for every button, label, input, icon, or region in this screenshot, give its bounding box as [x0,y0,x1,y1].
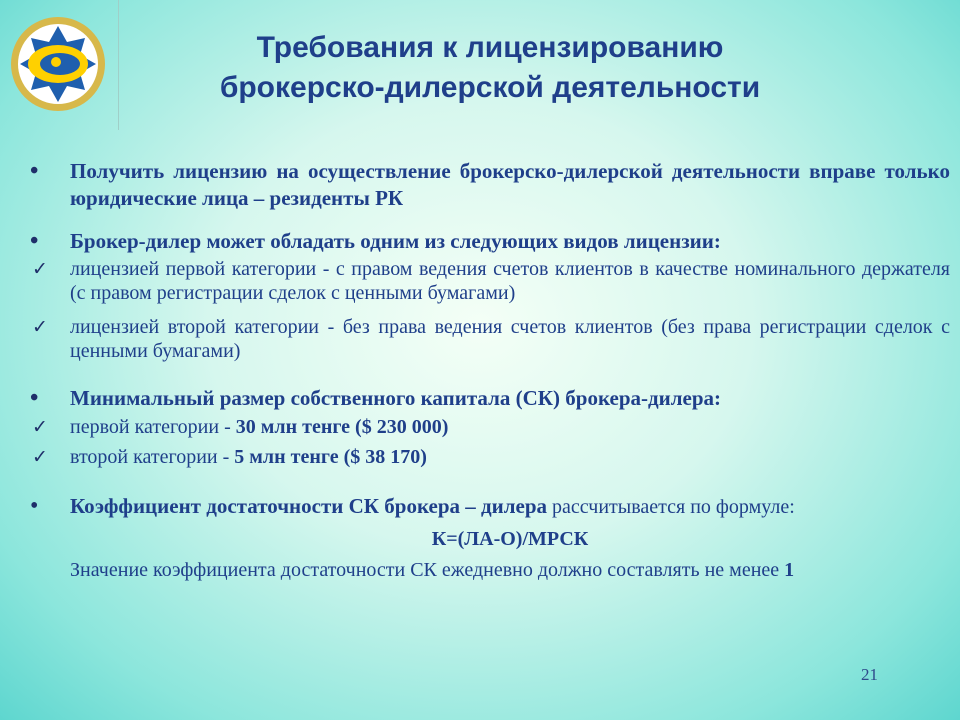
slide-title [150,28,830,108]
checkmark-icon: ✓ [32,258,48,280]
bullet-adequacy-ratio [30,493,950,522]
bullet-icon: • [30,385,39,411]
capital-first-category [30,415,950,439]
bullet-icon: • [30,158,39,184]
title-line-2: брокерско-дилерской деятельности [219,71,761,104]
capital-second-category [30,445,950,469]
list-item-text: лицензией первой категории - с правом ведения счетов клиентов в качестве номинального держателя (с правом регистрации сделок с ценными бумагами) [70,258,950,304]
formula: К=(ЛА-О)/МРСК [431,528,589,550]
bullet-text: Брокер-дилер может обладать одним из следующих видов лицензии: [70,229,721,253]
note-value: 1 [784,559,795,581]
capital-label: первой категории - [70,416,236,438]
capital-label: второй категории - [70,446,235,468]
bullet-min-capital [30,385,950,412]
bullet-license-types [30,228,950,255]
license-type-first [30,257,950,305]
ratio-description: рассчитывается по формуле: [547,496,795,518]
note-text: Значение коэффициента достаточности СК ежедневно должно составлять не менее [70,559,785,581]
slide-content [30,158,950,582]
title-line-1: Требования к лицензированию [256,31,724,64]
checkmark-icon: ✓ [32,316,48,338]
license-type-second [30,315,950,363]
bullet-icon: • [30,228,39,254]
bullet-text: Минимальный размер собственного капитала (СК) брокера-дилера: [70,386,722,410]
bullet-icon: • [30,493,39,519]
list-item-text: лицензией второй категории - без права ведения счетов клиентов (без права регистрации сделок с ценными бумагами) [70,316,950,362]
ratio-note [30,558,950,582]
ratio-term: Коэффициент достаточности СК брокера – дилера [70,494,548,518]
logo-emblem [8,14,108,114]
divider-line [118,0,119,130]
bullet-text: Получить лицензию на осуществление брокерско-дилерской деятельности вправе только юридические лица – резиденты РК [70,159,950,210]
capital-value: 5 млн тенге ($ 38 170) [234,446,427,468]
page-number: 21 [861,665,878,684]
checkmark-icon: ✓ [32,446,48,468]
bullet-license-eligibility [30,158,950,212]
checkmark-icon: ✓ [32,416,48,438]
capital-value: 30 млн тенге ($ 230 000) [235,416,449,438]
